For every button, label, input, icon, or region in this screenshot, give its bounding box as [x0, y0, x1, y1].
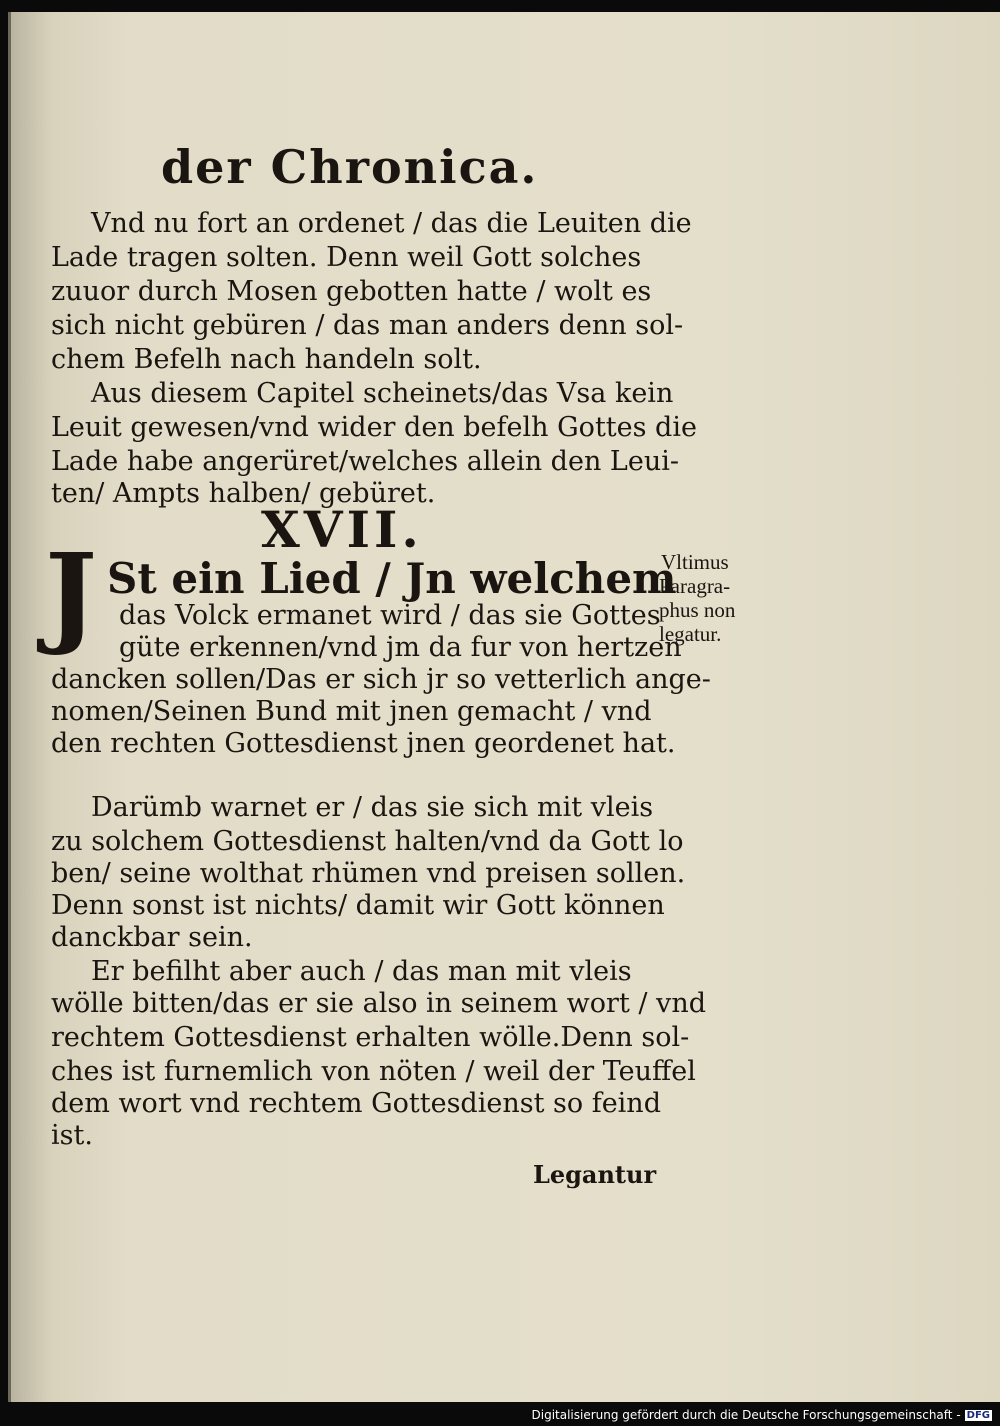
text-line: chem Befelh nach handeln solt. — [51, 344, 482, 375]
section-line: das Volck ermanet wird / das sie Gottes — [119, 600, 661, 631]
section-line: den rechten Gottesdienst jnen geordenet hat. — [51, 728, 676, 759]
margin-note-line: Paragra- — [659, 574, 731, 598]
text-line: Leuit gewesen/vnd wider den befelh Gottes die — [51, 412, 697, 443]
text-line: Denn sonst ist nichts/ damit wir Gott können — [51, 890, 665, 921]
text-line: Vnd nu fort an ordenet / das die Leuiten die — [91, 208, 692, 239]
text-line: Lade tragen solten. Denn weil Gott solches — [51, 242, 642, 273]
text-line: ist. — [51, 1120, 93, 1151]
text-line: ches ist furnemlich von nöten / weil der Teuffel — [51, 1056, 696, 1087]
text-line: ben/ seine wolthat rhümen vnd preisen sollen. — [51, 858, 686, 889]
margin-note-line: phus non — [659, 598, 736, 622]
margin-note-line: legatur. — [659, 622, 722, 646]
section-line: dancken sollen/Das er sich jr so vetterlich ange- — [51, 664, 711, 695]
dfg-logo: DFG — [966, 1410, 990, 1421]
text-line: Darümb warnet er / das sie sich mit vleis — [91, 792, 654, 823]
running-header: der Chronica. — [161, 140, 539, 194]
text-line: danckbar sein. — [51, 922, 253, 953]
text-line: zu solchem Gottesdienst halten/vnd da Gott lo — [51, 826, 684, 857]
text-line: sich nicht gebüren / das man anders denn sol- — [51, 310, 684, 341]
book-page — [8, 12, 1000, 1402]
text-line: Aus diesem Capitel scheinets/das Vsa kein — [91, 378, 674, 409]
section-hook: St ein Lied / Jn welchem — [107, 554, 677, 603]
text-line: ten/ Ampts halben/ gebüret. — [51, 478, 436, 509]
footer-credit — [532, 1408, 993, 1422]
text-line: zuuor durch Mosen gebotten hatte / wolt es — [51, 276, 652, 307]
footer-text: Digitalisierung gefördert durch die Deutsche Forschungsgemeinschaft - — [531, 1408, 961, 1422]
text-line: rechtem Gottesdienst erhalten wölle.Denn sol- — [51, 1022, 690, 1053]
text-line: Er befilht aber auch / das man mit vleis — [91, 956, 632, 987]
chapter-numeral: XVII. — [261, 500, 423, 559]
decorated-initial: J — [45, 529, 98, 658]
text-line: dem wort vnd rechtem Gottesdienst so feind — [51, 1088, 661, 1119]
section-line: nomen/Seinen Bund mit jnen gemacht / vnd — [51, 696, 652, 727]
margin-note-line: Vltimus — [661, 550, 729, 574]
text-line: Lade habe angerüret/welches allein den Leui- — [51, 446, 679, 477]
catchword: Legantur — [533, 1160, 657, 1189]
text-line: wölle bitten/das er sie also in seinem wort / vnd — [51, 988, 706, 1019]
section-line: güte erkennen/vnd jm da fur von hertzen — [119, 632, 682, 663]
